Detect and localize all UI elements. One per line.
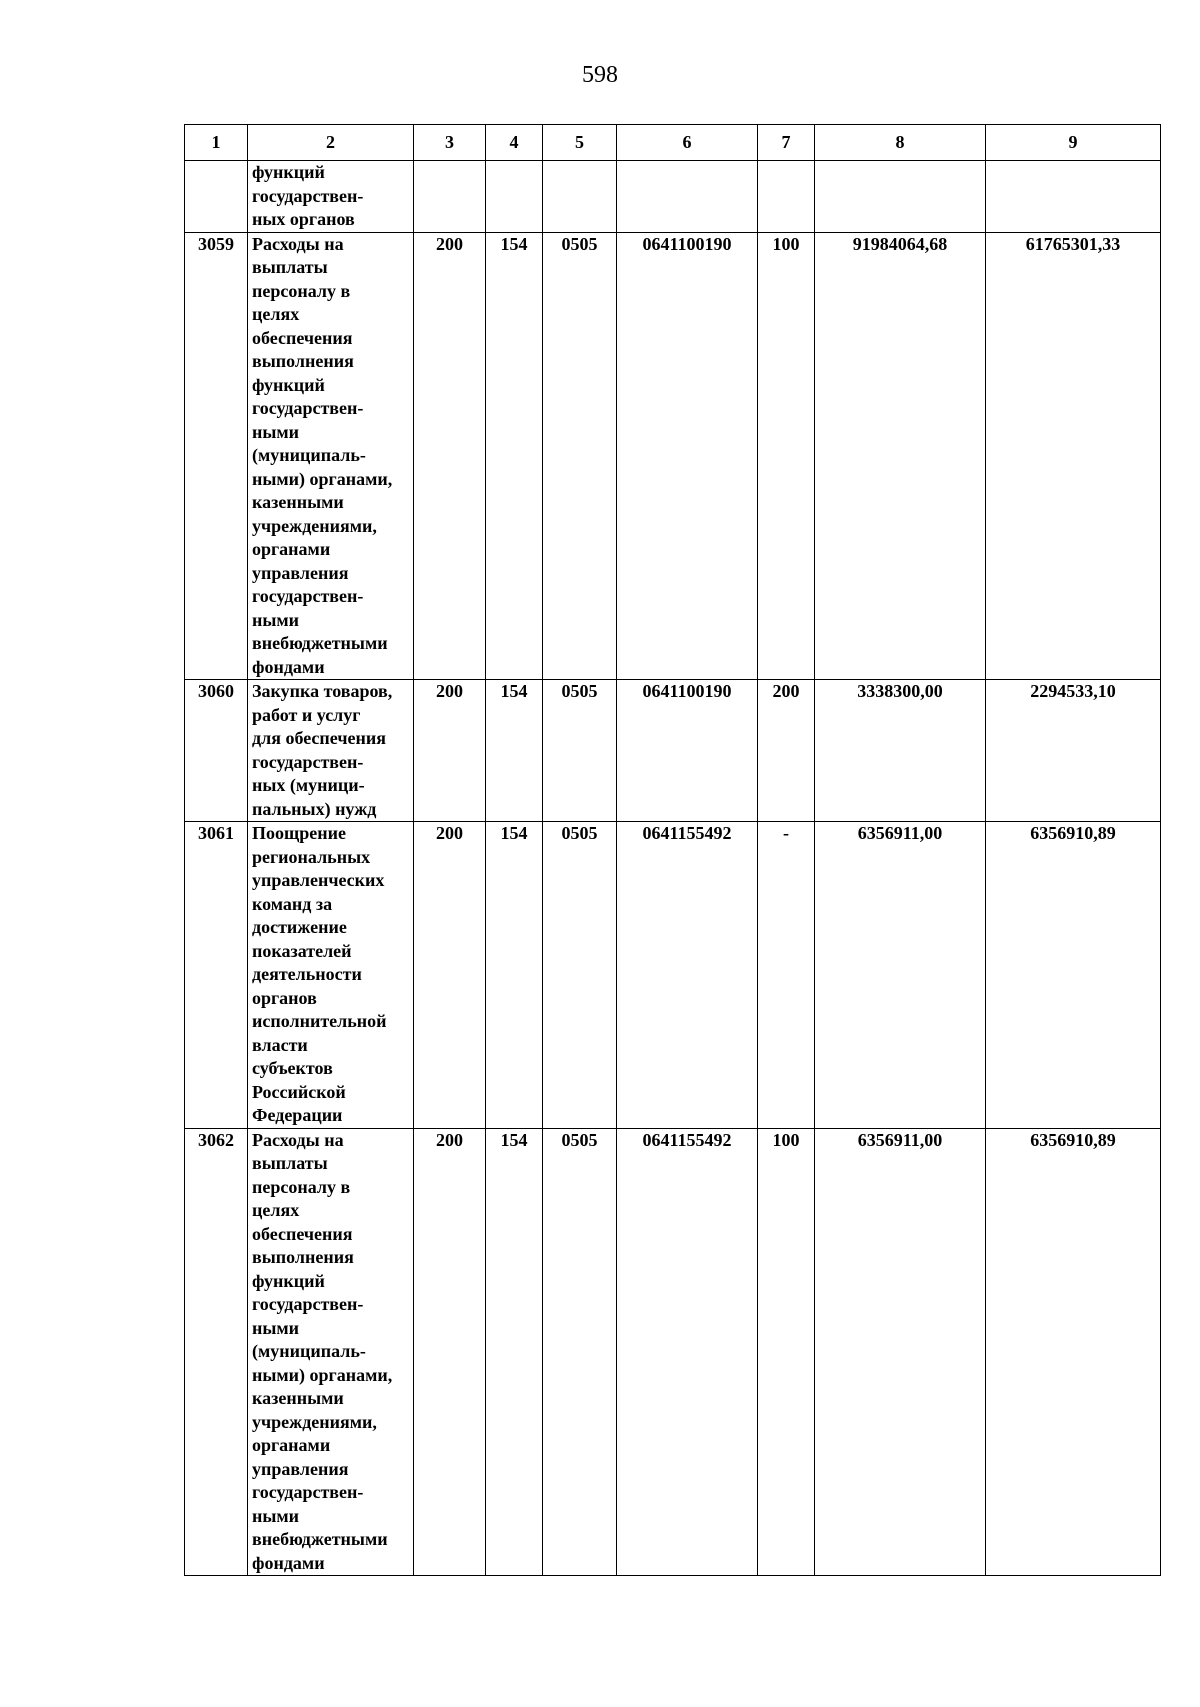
code-col4: [486, 161, 543, 233]
code-col4: 154: [486, 1128, 543, 1576]
code-col6: 0641100190: [617, 680, 758, 822]
code-col7: 100: [758, 232, 815, 680]
amount-col8: [815, 161, 986, 233]
table-row: [185, 1128, 1161, 1576]
code-col3: 200: [414, 232, 486, 680]
table-row: [185, 232, 1161, 680]
header-cell-5: 5: [543, 125, 617, 161]
amount-col8: 3338300,00: [815, 680, 986, 822]
code-col6: 0641100190: [617, 232, 758, 680]
code-col5: 0505: [543, 1128, 617, 1576]
table-row: [185, 680, 1161, 822]
code-col6: [617, 161, 758, 233]
code-col5: [543, 161, 617, 233]
code-col6: 0641155492: [617, 822, 758, 1129]
amount-col9: 6356910,89: [986, 822, 1161, 1129]
code-col3: [414, 161, 486, 233]
header-cell-2: 2: [248, 125, 414, 161]
amount-col8: 91984064,68: [815, 232, 986, 680]
code-col3: 200: [414, 822, 486, 1129]
row-number: 3062: [185, 1128, 248, 1576]
amount-col9: [986, 161, 1161, 233]
code-col5: 0505: [543, 232, 617, 680]
header-cell-6: 6: [617, 125, 758, 161]
code-col7: 200: [758, 680, 815, 822]
header-cell-7: 7: [758, 125, 815, 161]
expense-name: Закупка товаров, работ и услуг для обеспечения государствен- ных (муници- пальных) нужд: [248, 680, 414, 822]
code-col4: 154: [486, 680, 543, 822]
code-col3: 200: [414, 1128, 486, 1576]
header-cell-1: 1: [185, 125, 248, 161]
expense-name: Расходы на выплаты персоналу в целях обеспечения выполнения функций государствен- ными (муниципаль- ными) органами, казенными учреждениями, органами управления государствен- ными внебюджетными фондами: [248, 232, 414, 680]
budget-table: [184, 124, 1161, 1576]
code-col5: 0505: [543, 680, 617, 822]
table-row: [185, 161, 1161, 233]
code-col3: 200: [414, 680, 486, 822]
page-number: 598: [582, 62, 618, 88]
expense-name: функций государствен- ных органов: [248, 161, 414, 233]
code-col4: 154: [486, 822, 543, 1129]
row-number: 3061: [185, 822, 248, 1129]
amount-col9: 6356910,89: [986, 1128, 1161, 1576]
code-col6: 0641155492: [617, 1128, 758, 1576]
code-col4: 154: [486, 232, 543, 680]
code-col7: [758, 161, 815, 233]
code-col7: -: [758, 822, 815, 1129]
header-cell-3: 3: [414, 125, 486, 161]
header-cell-9: 9: [986, 125, 1161, 161]
amount-col9: 61765301,33: [986, 232, 1161, 680]
expense-name: Поощрение региональных управленческих команд за достижение показателей деятельности органов исполнительной власти субъектов Российской Федерации: [248, 822, 414, 1129]
header-cell-8: 8: [815, 125, 986, 161]
row-number: 3060: [185, 680, 248, 822]
row-number: [185, 161, 248, 233]
table-row: [185, 822, 1161, 1129]
row-number: 3059: [185, 232, 248, 680]
code-col7: 100: [758, 1128, 815, 1576]
header-row: [185, 125, 1161, 161]
amount-col8: 6356911,00: [815, 822, 986, 1129]
amount-col8: 6356911,00: [815, 1128, 986, 1576]
header-cell-4: 4: [486, 125, 543, 161]
amount-col9: 2294533,10: [986, 680, 1161, 822]
code-col5: 0505: [543, 822, 617, 1129]
expense-name: Расходы на выплаты персоналу в целях обеспечения выполнения функций государствен- ными (муниципаль- ными) органами, казенными учреждениями, органами управления государствен- ными внебюджетными фондами: [248, 1128, 414, 1576]
